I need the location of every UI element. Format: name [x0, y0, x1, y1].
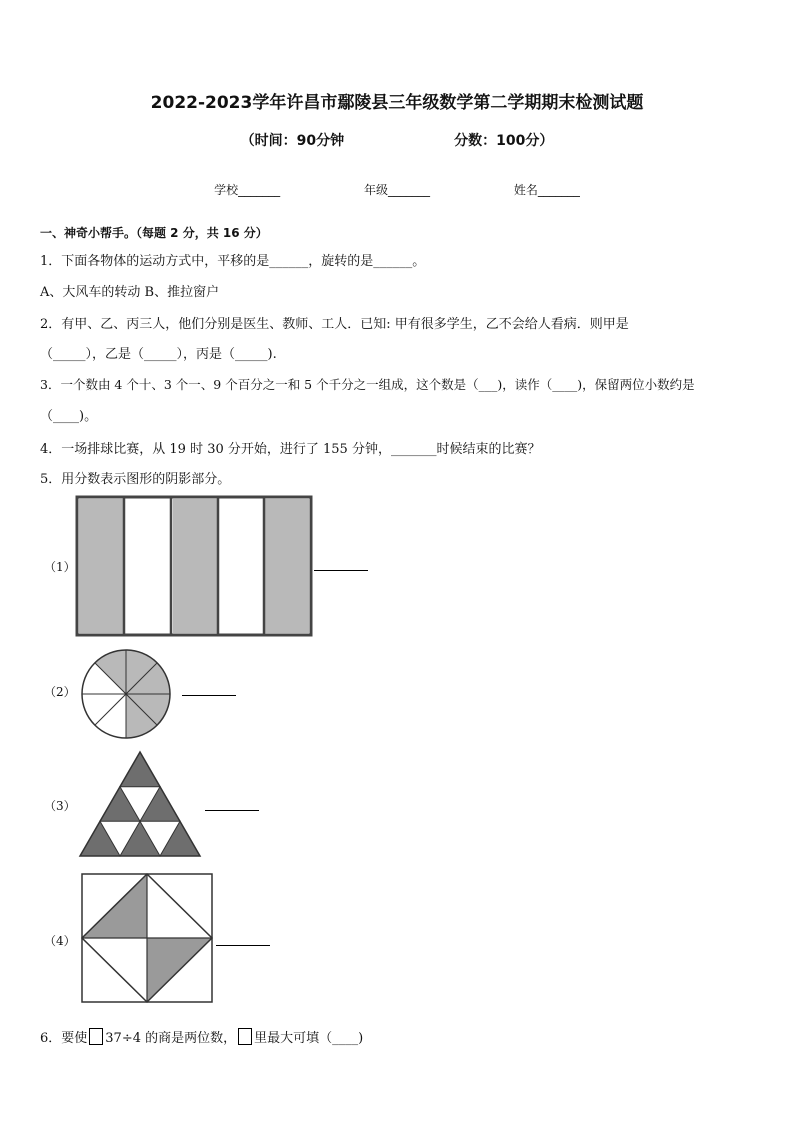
figure-1-strips [75, 495, 315, 637]
exam-meta [0, 130, 794, 150]
figure-4-label: （4） [44, 934, 76, 948]
question-5: 5．用分数表示图形的阴影部分。 [40, 472, 231, 487]
question-1: 1．下面各物体的运动方式中，平移的是______，旋转的是______。 [40, 254, 426, 269]
figure-4-square [80, 872, 214, 1004]
question-6-part2: 37÷4 的商是两位数， [105, 1031, 237, 1046]
figure-3-label: （3） [44, 799, 76, 813]
question-2-line1: 2．有甲、乙、丙三人，他们分别是医生、教师、工人．已知: 甲有很多学生，乙不会给人看病．则甲是 [40, 317, 629, 332]
answer-blank-1[interactable] [314, 570, 368, 571]
question-2-line2: （_____），乙是（_____），丙是（_____). [40, 347, 277, 362]
section-heading: 一、神奇小帮手。（每题 2 分，共 16 分） [40, 226, 268, 240]
answer-blank-2[interactable] [182, 695, 236, 696]
grade-field: 年级_______ [363, 183, 430, 197]
question-6-part1: 6．要使 [40, 1031, 88, 1046]
student-info [0, 181, 794, 198]
name-field: 姓名_______ [513, 183, 580, 197]
school-field: 学校_______ [214, 183, 281, 197]
question-1-options: A、大风车的转动 B、推拉窗户 [40, 285, 220, 300]
question-3-line2: （____)。 [40, 409, 98, 424]
exam-score: 分数：100分） [454, 133, 554, 149]
exam-time: （时间：90分钟 [240, 133, 345, 149]
answer-blank-3[interactable] [205, 810, 259, 811]
answer-box-1[interactable] [89, 1028, 103, 1045]
question-4: 4．一场排球比赛，从 19 时 30 分开始，进行了 155 分钟，_______时候结束的比赛？ [40, 442, 541, 457]
question-3-line1: 3．一个数由 4 个十、3 个一、9 个百分之一和 5 个千分之一组成，这个数是（___)，读作（____)，保留两位小数约是 [40, 377, 695, 392]
page-title: 2022-2023学年许昌市鄢陵县三年级数学第二学期期末检测试题 [150, 93, 644, 113]
question-6 [40, 1027, 363, 1046]
answer-box-2[interactable] [238, 1028, 252, 1045]
figure-2-label: （2） [44, 685, 76, 699]
figure-1-label: （1） [44, 560, 76, 574]
answer-blank-4[interactable] [216, 945, 270, 946]
figure-3-triangle [78, 750, 202, 858]
figure-2-circle [80, 648, 172, 740]
question-6-part3: 里最大可填（____) [254, 1031, 364, 1046]
